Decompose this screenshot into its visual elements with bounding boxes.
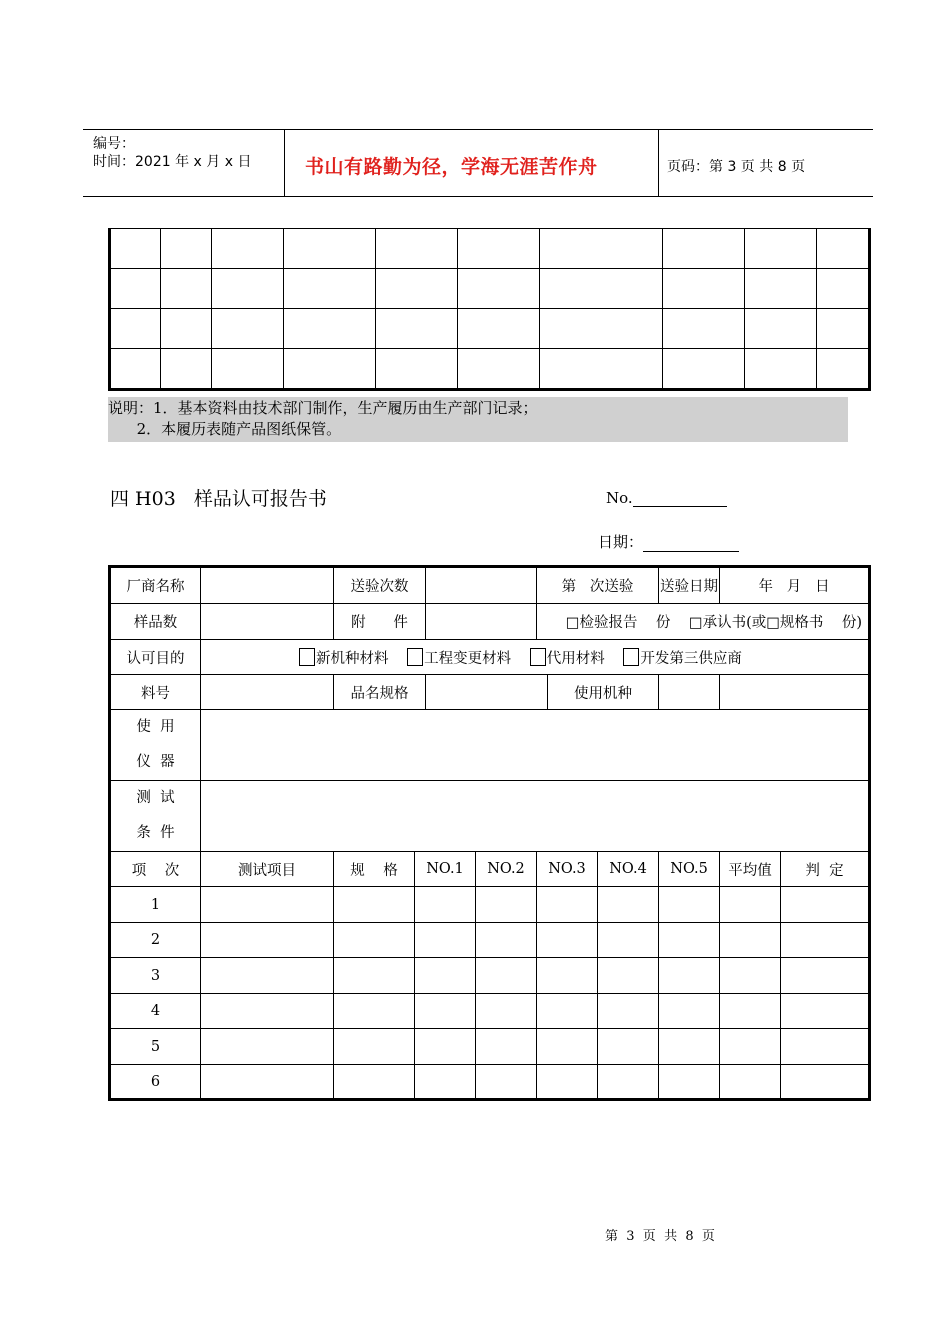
cell[interactable] xyxy=(720,958,781,994)
table-row xyxy=(110,923,870,958)
cell[interactable] xyxy=(201,923,334,958)
cell[interactable] xyxy=(476,923,537,958)
cell[interactable] xyxy=(334,994,415,1029)
col-test-item: 测试项目 xyxy=(201,852,334,887)
table-row xyxy=(110,604,870,640)
date-label: 日期： xyxy=(598,533,644,551)
cell[interactable] xyxy=(537,887,598,923)
purpose-eng-change[interactable]: 工程变更材料 xyxy=(407,651,511,667)
cell[interactable] xyxy=(415,994,476,1029)
nth-inspection-label: 第 次送验 xyxy=(537,567,659,604)
table-row xyxy=(110,1065,870,1100)
col-no3: NO.3 xyxy=(537,852,598,887)
sample-approval-report-table xyxy=(108,565,871,1101)
cell[interactable] xyxy=(781,923,870,958)
model-label: 使用机种 xyxy=(548,675,659,710)
cell[interactable] xyxy=(476,1065,537,1100)
header-divider-right xyxy=(658,129,659,196)
part-no-input[interactable] xyxy=(201,675,334,710)
table-header-row xyxy=(110,852,870,887)
table-row xyxy=(110,958,870,994)
header-time-label: 时间：2021 年 x 月 x 日 xyxy=(93,154,252,170)
header-top-rule xyxy=(83,129,873,130)
col-no2: NO.2 xyxy=(476,852,537,887)
table-row xyxy=(110,675,870,710)
cell[interactable] xyxy=(659,887,720,923)
cell[interactable] xyxy=(415,1065,476,1100)
col-judgement: 判 定 xyxy=(781,852,870,887)
cell[interactable] xyxy=(598,887,659,923)
header-number-label: 编号： xyxy=(93,136,135,152)
cell[interactable] xyxy=(415,923,476,958)
table-row xyxy=(110,1029,870,1065)
purpose-substitute[interactable]: 代用材料 xyxy=(530,651,605,667)
no-field xyxy=(606,489,727,507)
table-row xyxy=(110,309,870,349)
row-number: 6 xyxy=(110,1065,201,1100)
inspect-count-label: 送验次数 xyxy=(334,567,426,604)
cell[interactable] xyxy=(334,958,415,994)
col-no4: NO.4 xyxy=(598,852,659,887)
note-line-2: 2．本履历表随产品图纸保管。 xyxy=(108,420,342,438)
cell[interactable] xyxy=(720,994,781,1029)
cell[interactable] xyxy=(781,958,870,994)
attachment-input[interactable] xyxy=(426,604,537,640)
row-number: 1 xyxy=(110,887,201,923)
cell[interactable] xyxy=(659,923,720,958)
page-footer: 第 3 页 共 8 页 xyxy=(605,1229,715,1244)
note-line-1: 说明：1．基本资料由技术部门制作，生产履历由生产部门记录； xyxy=(108,399,538,417)
cell[interactable] xyxy=(201,887,334,923)
cell[interactable] xyxy=(537,958,598,994)
col-item-no: 项 次 xyxy=(110,852,201,887)
cell[interactable] xyxy=(334,1065,415,1100)
instrument-label: 使 用 仪 器 xyxy=(110,710,201,781)
sample-count-label: 样品数 xyxy=(110,604,201,640)
table-row xyxy=(110,269,870,309)
section-title: 四 H03 样品认可报告书 xyxy=(110,488,327,510)
cell[interactable] xyxy=(415,1029,476,1065)
model-input[interactable] xyxy=(659,675,720,710)
cell[interactable] xyxy=(781,887,870,923)
cell[interactable] xyxy=(415,887,476,923)
table-row xyxy=(110,710,870,781)
table-row xyxy=(110,229,870,269)
header-motto: 书山有路勤为径，学海无涯苦作舟 xyxy=(305,156,598,178)
ymd-label: 年 月 日 xyxy=(720,567,870,604)
cell[interactable] xyxy=(537,923,598,958)
cell[interactable] xyxy=(334,887,415,923)
checkbox-icon[interactable] xyxy=(623,648,639,666)
cell[interactable] xyxy=(659,1029,720,1065)
part-no-label: 料号 xyxy=(110,675,201,710)
purpose-third-supplier[interactable]: 开发第三供应商 xyxy=(623,651,742,667)
checkbox-icon[interactable] xyxy=(407,648,423,666)
cell[interactable] xyxy=(537,994,598,1029)
cell[interactable] xyxy=(201,1065,334,1100)
cell[interactable] xyxy=(781,1029,870,1065)
name-spec-input[interactable] xyxy=(426,675,548,710)
table-row xyxy=(110,349,870,390)
col-spec: 规 格 xyxy=(334,852,415,887)
no-label: No. xyxy=(606,489,633,507)
model-input-extra[interactable] xyxy=(720,675,870,710)
table-row xyxy=(110,887,870,923)
inspect-count-input[interactable] xyxy=(426,567,537,604)
cell[interactable] xyxy=(598,994,659,1029)
condition-label: 测 试 条 件 xyxy=(110,781,201,852)
purpose-label: 认可目的 xyxy=(110,640,201,675)
cell[interactable] xyxy=(476,994,537,1029)
checkbox-icon[interactable] xyxy=(299,648,315,666)
cell[interactable] xyxy=(476,1029,537,1065)
cell[interactable] xyxy=(201,994,334,1029)
cell[interactable] xyxy=(201,1029,334,1065)
col-no5: NO.5 xyxy=(659,852,720,887)
row-number: 2 xyxy=(110,923,201,958)
cell[interactable] xyxy=(415,958,476,994)
date-field xyxy=(598,531,739,552)
inspect-date-label: 送验日期 xyxy=(659,567,720,604)
purpose-new-model[interactable]: 新机种材料 xyxy=(299,651,389,667)
cell[interactable] xyxy=(781,1065,870,1100)
cell[interactable] xyxy=(659,994,720,1029)
header-divider-left xyxy=(284,129,285,196)
cell[interactable] xyxy=(334,923,415,958)
cell[interactable] xyxy=(598,1029,659,1065)
sample-count-input[interactable] xyxy=(201,604,334,640)
cell[interactable] xyxy=(720,1029,781,1065)
date-input-line[interactable] xyxy=(643,534,739,552)
cell[interactable] xyxy=(781,994,870,1029)
attachment-options[interactable]: □检验报告 份 □承认书(或□规格书 份) xyxy=(537,604,870,640)
no-input-line[interactable] xyxy=(633,489,727,507)
row-number: 3 xyxy=(110,958,201,994)
header-bottom-rule xyxy=(83,196,873,197)
table-row xyxy=(110,994,870,1029)
cell[interactable] xyxy=(720,887,781,923)
cell[interactable] xyxy=(598,923,659,958)
history-table-continued xyxy=(108,228,871,391)
name-spec-label: 品名规格 xyxy=(334,675,426,710)
cell[interactable] xyxy=(720,1065,781,1100)
cell[interactable] xyxy=(598,958,659,994)
table-row xyxy=(110,781,870,852)
table-row xyxy=(110,640,870,675)
col-no1: NO.1 xyxy=(415,852,476,887)
vendor-input[interactable] xyxy=(201,567,334,604)
purpose-options xyxy=(201,640,870,675)
cell[interactable] xyxy=(476,958,537,994)
cell[interactable] xyxy=(201,958,334,994)
condition-input[interactable] xyxy=(201,781,870,852)
header-page-label: 页码：第 3 页 共 8 页 xyxy=(667,159,806,175)
attachment-label: 附 件 xyxy=(334,604,426,640)
cell[interactable] xyxy=(720,923,781,958)
row-number: 4 xyxy=(110,994,201,1029)
cell[interactable] xyxy=(659,958,720,994)
instrument-input[interactable] xyxy=(201,710,870,781)
cell[interactable] xyxy=(598,1065,659,1100)
cell[interactable] xyxy=(537,1065,598,1100)
vendor-label: 厂商名称 xyxy=(110,567,201,604)
row-number: 5 xyxy=(110,1029,201,1065)
note-box xyxy=(108,397,848,442)
cell[interactable] xyxy=(537,1029,598,1065)
table-row xyxy=(110,567,870,604)
col-average: 平均值 xyxy=(720,852,781,887)
cell[interactable] xyxy=(659,1065,720,1100)
cell[interactable] xyxy=(476,887,537,923)
cell[interactable] xyxy=(334,1029,415,1065)
checkbox-icon[interactable] xyxy=(530,648,546,666)
